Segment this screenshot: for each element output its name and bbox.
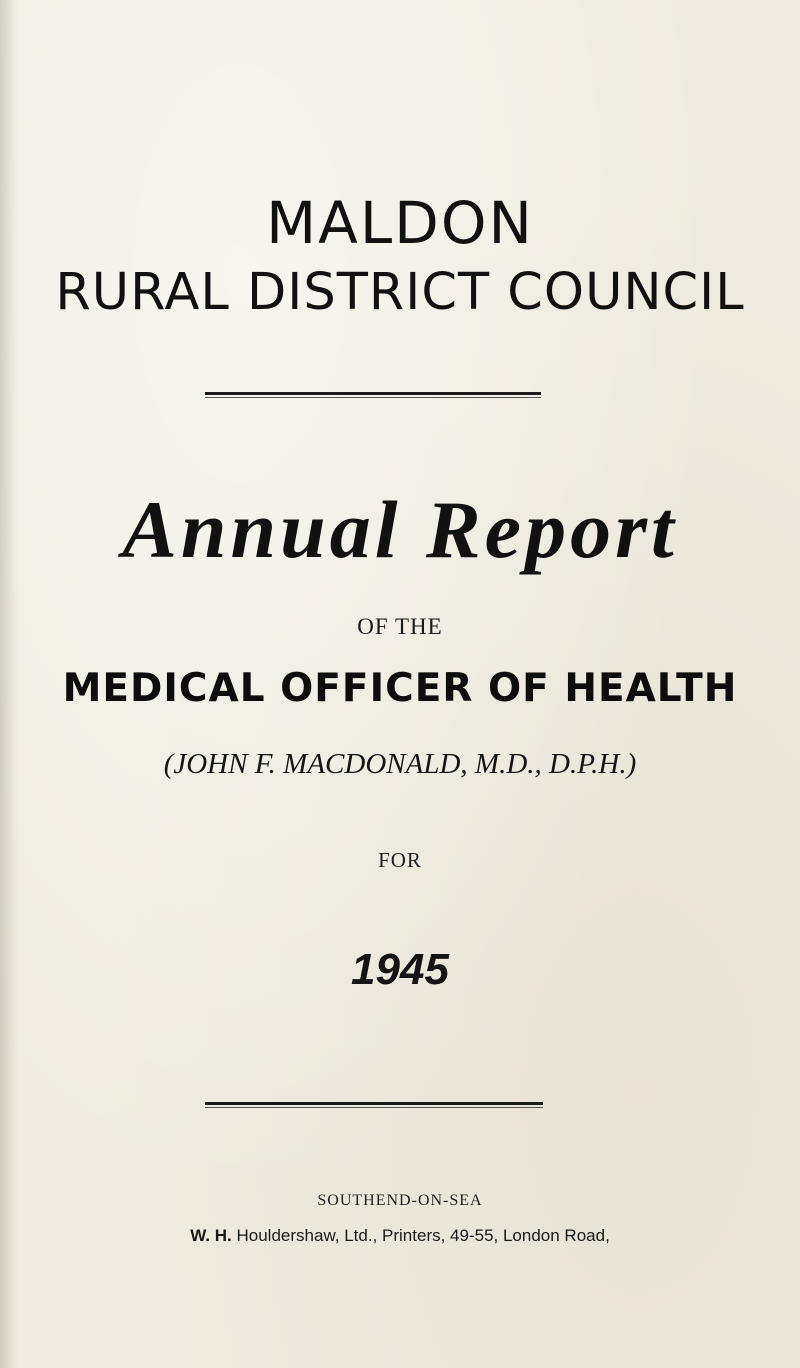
bottom-divider-thin-rule — [205, 1107, 543, 1108]
top-divider-thin-rule — [205, 397, 541, 398]
printer-details: Houldershaw, Ltd., Printers, 49-55, London Road, — [236, 1226, 610, 1245]
of-the-label: OF THE — [357, 614, 443, 639]
report-year: 1945 — [351, 945, 449, 994]
for-label: FOR — [378, 848, 422, 872]
printer-initials: W. H. — [190, 1226, 232, 1245]
report-heading: Annual Report — [122, 484, 678, 575]
bottom-divider-rule — [205, 1102, 543, 1105]
top-divider-rule — [205, 392, 541, 395]
publication-place: SOUTHEND-ON-SEA — [317, 1192, 483, 1209]
officer-title: MEDICAL OFFICER OF HEALTH — [62, 666, 738, 711]
council-title-line2: RURAL DISTRICT COUNCIL — [55, 263, 745, 322]
council-title-line1: MALDON — [266, 189, 534, 257]
printer-line — [0, 1224, 800, 1248]
author-name: (JOHN F. MACDONALD, M.D., D.P.H.) — [163, 748, 637, 780]
